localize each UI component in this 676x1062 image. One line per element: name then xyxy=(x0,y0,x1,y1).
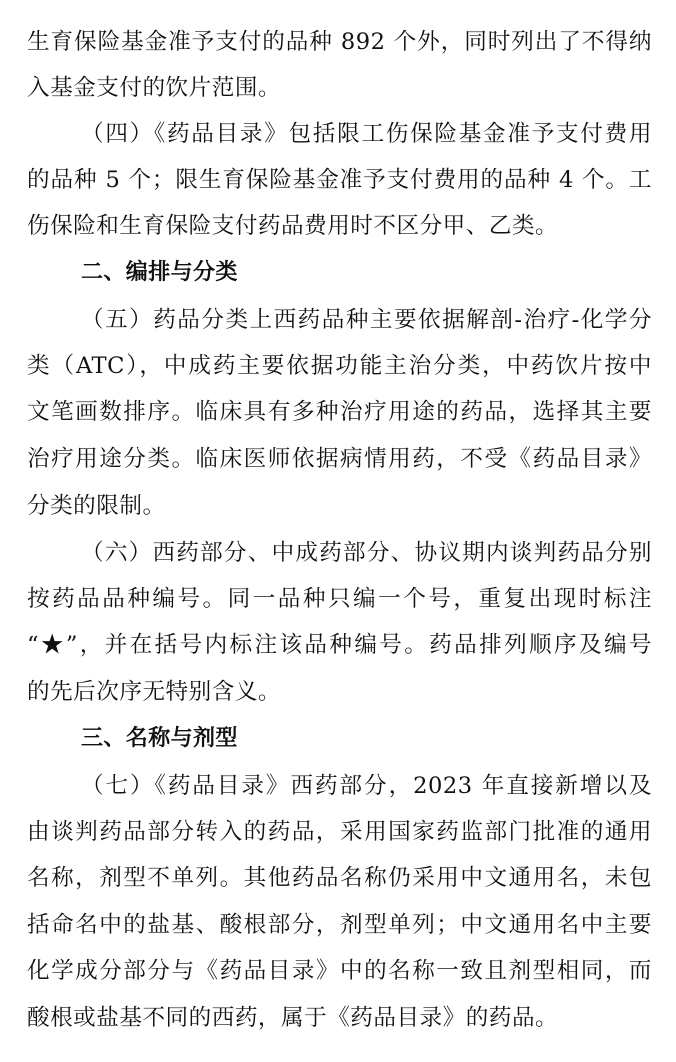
text-line: “★”，并在括号内标注该品种编号。药品排列顺序及编号 xyxy=(27,632,652,658)
section-heading-three: 三、名称与剂型 xyxy=(81,726,238,751)
text-line: 由谈判药品部分转入的药品，采用国家药监部门批准的通用 xyxy=(27,819,652,845)
text-line: 入基金支付的饮片范围。 xyxy=(27,75,282,101)
paragraph-six-first-line: （六）西药部分、中成药部分、协议期内谈判药品分别 xyxy=(81,540,652,566)
text-line: 文笔画数排序。临床具有多种治疗用途的药品，选择其主要 xyxy=(27,399,652,425)
paragraph-seven-first-line: （七）《药品目录》西药部分，2023 年直接新增以及 xyxy=(81,773,652,799)
text-line: 治疗用途分类。临床医师依据病情用药，不受《药品目录》 xyxy=(27,446,652,472)
section-heading-two: 二、编排与分类 xyxy=(81,260,238,285)
text-line: 分类的限制。 xyxy=(27,493,166,519)
paragraph-five-first-line: （五）药品分类上西药品种主要依据解剖-治疗-化学分 xyxy=(81,307,652,333)
text-line: 酸根或盐基不同的西药，属于《药品目录》的药品。 xyxy=(27,1005,559,1031)
paragraph-four-first-line: （四）《药品目录》包括限工伤保险基金准予支付费用 xyxy=(81,121,652,147)
text-line: 生育保险基金准予支付的品种 892 个外，同时列出了不得纳 xyxy=(27,29,652,55)
text-line: 类（ATC），中成药主要依据功能主治分类，中药饮片按中 xyxy=(27,353,652,379)
text-line: 伤保险和生育保险支付药品费用时不区分甲、乙类。 xyxy=(27,213,559,239)
text-line: 按药品品种编号。同一品种只编一个号，重复出现时标注 xyxy=(27,586,652,612)
text-line: 的先后次序无特别含义。 xyxy=(27,679,282,705)
text-line: 名称，剂型不单列。其他药品名称仍采用中文通用名，未包 xyxy=(27,865,652,891)
text-line: 括命名中的盐基、酸根部分，剂型单列；中文通用名中主要 xyxy=(27,912,652,938)
text-line: 化学成分部分与《药品目录》中的名称一致且剂型相同，而 xyxy=(27,958,652,984)
text-line: 的品种 5 个；限生育保险基金准予支付费用的品种 4 个。工 xyxy=(27,167,652,193)
